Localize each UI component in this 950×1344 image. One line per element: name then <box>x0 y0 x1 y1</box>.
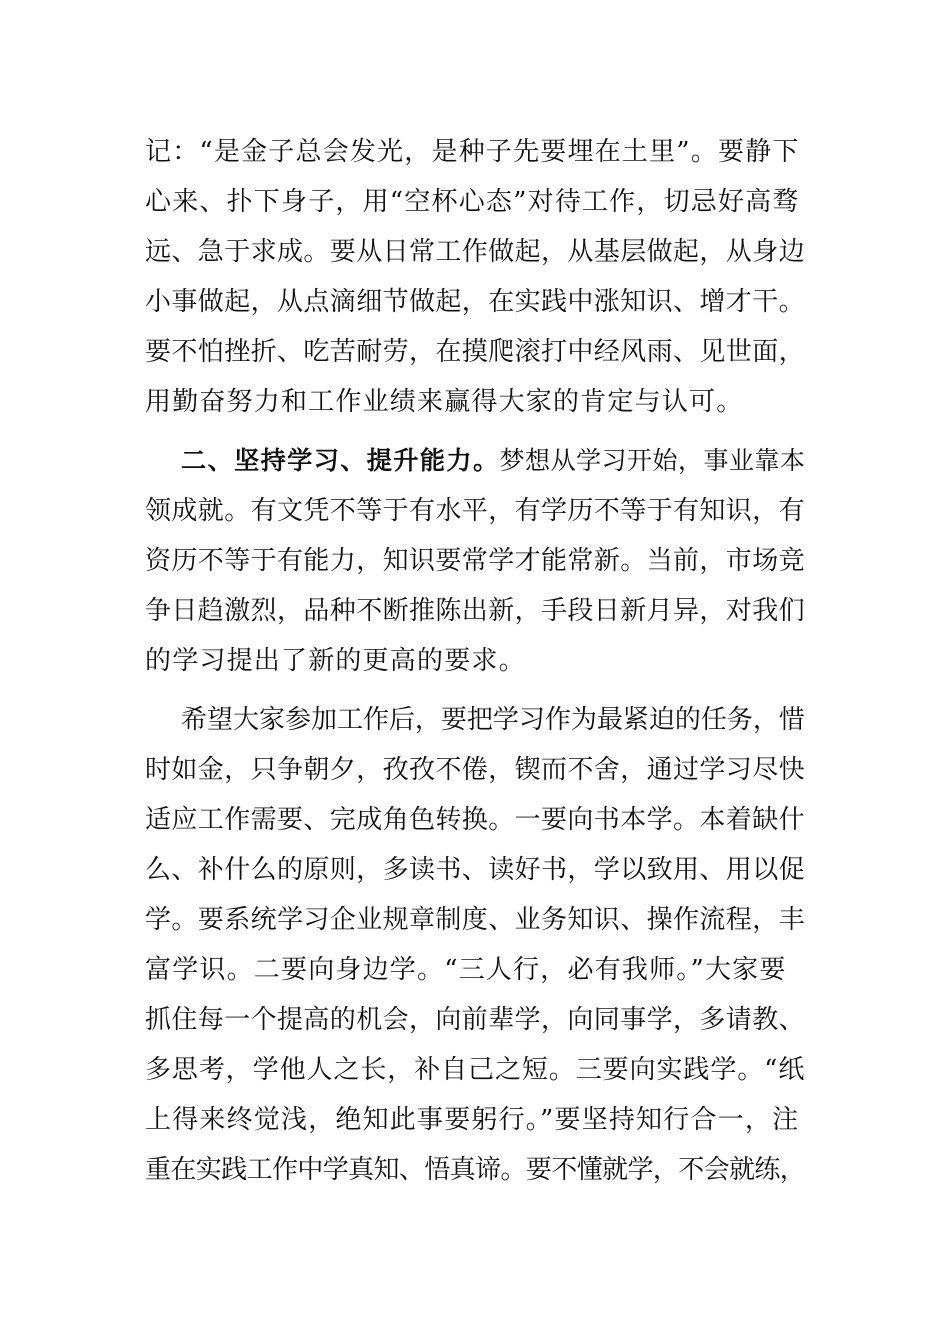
text-line: 抓住每一个提高的机会，向前辈学，向同事学，多请教、 <box>145 1005 806 1035</box>
text-line: 领成就。有文凭不等于有水平，有学历不等于有知识，有 <box>145 496 806 526</box>
text-line: 上得来终觉浅，绝知此事要躬行。”要坚持知行合一，注 <box>145 1105 800 1135</box>
text-line: 么、补什么的原则，多读书、读好书，学以致用、用以促 <box>145 855 806 885</box>
text-line: 时如金，只争朝夕，孜孜不倦，锲而不舍，通过学习尽快 <box>145 755 806 785</box>
text-line: 小事做起，从点滴细节做起，在实践中涨知识、增才干。 <box>145 287 806 317</box>
text-line: 争日趋激烈，品种不断推陈出新，手段日新月异，对我们 <box>145 596 806 626</box>
text-line: 富学识。二要向身边学。“三人行，必有我师。”大家要 <box>145 955 787 985</box>
text-line: 多思考，学他人之长，补自己之短。三要向实践学。“纸 <box>145 1055 806 1085</box>
text-line: 用勤奋努力和工作业绩来赢得大家的肯定与认可。 <box>145 387 744 417</box>
text-line: 远、急于求成。要从日常工作做起，从基层做起，从身边 <box>145 237 806 267</box>
heading-line-rest: 梦想从学习开始，事业靠本 <box>499 446 806 475</box>
text-line: 记：“是金子总会发光，是种子先要埋在土里”。要静下 <box>145 137 800 167</box>
text-line: 学。要系统学习企业规章制度、业务知识、操作流程，丰 <box>145 905 806 935</box>
text-line: 重在实践工作中学真知、悟真谛。要不懂就学，不会就练， <box>145 1155 806 1185</box>
text-line: 心来、扑下身子，用“空杯心态”对待工作，切忌好高骛 <box>145 187 800 217</box>
text-line: 希望大家参加工作后，要把学习作为最紧迫的任务，惜 <box>181 705 805 735</box>
text-line: 要不怕挫折、吃苦耐劳，在摸爬滚打中经风雨、见世面， <box>145 337 806 367</box>
text-line: 的学习提出了新的更高的要求。 <box>145 646 526 676</box>
heading-line <box>181 441 805 481</box>
text-line: 适应工作需要、完成角色转换。一要向书本学。本着缺什 <box>145 805 806 835</box>
section-heading: 二、坚持学习、提升能力。 <box>181 446 500 475</box>
text-line: 资历不等于有能力，知识要常学才能常新。当前，市场竞 <box>145 546 806 576</box>
